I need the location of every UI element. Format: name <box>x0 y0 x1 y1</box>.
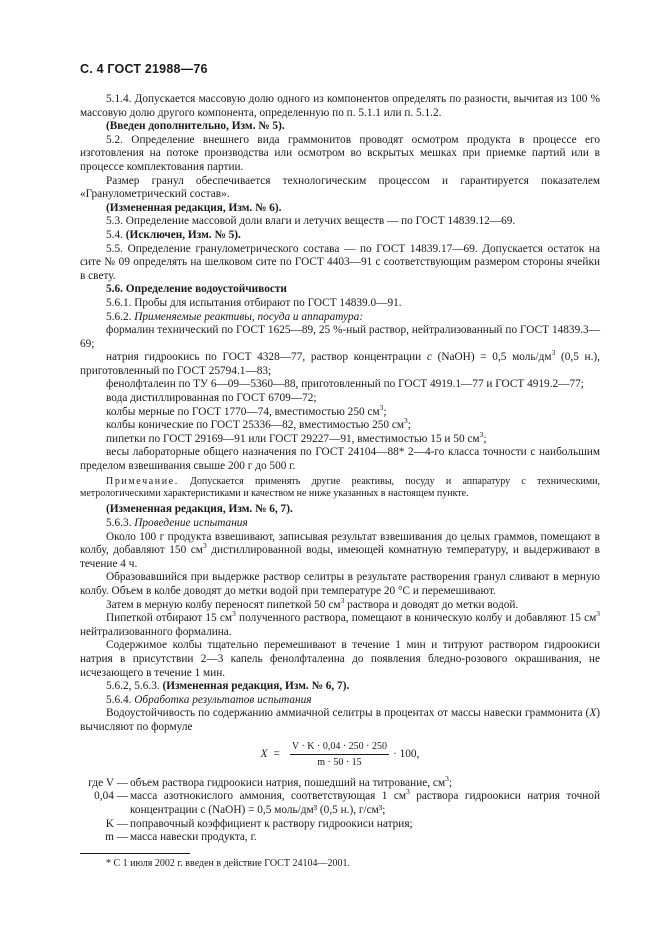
formula-equals: = <box>273 747 280 760</box>
definition-row <box>80 831 600 845</box>
test-step-5: Содержимое колбы тщательно перемешивают в течение 1 мин и титруют раствором гидроокиси натрия в присутствии 2—3 капель фенолфталеина до появления бледно-розового окрашивания, не исчезающего в течение 1 мин. <box>80 639 600 679</box>
note-text: Допускается применять другие реактивы, посуду и аппаратуру с техническими, метрологическими характеристиками и качеством не ниже указанных в настоящем пункте. <box>80 475 600 500</box>
clause-5-5: 5.5. Определение гранулометрического состава — по ГОСТ 14839.17—69. Допускается остаток на сите № 09 определять на шелковом сите по ГОСТ 4403—91 с соответствующим размером стороны ячейки в свету. <box>80 242 600 282</box>
superscript: 3 <box>479 430 484 440</box>
page-header: С. 4 ГОСТ 21988—76 <box>80 62 208 76</box>
reagent-text: (0,5 н.), приготовленный по ГОСТ 25794.1—83; <box>80 351 601 377</box>
section-heading-5-6: 5.6. Определение водоустойчивости <box>106 283 287 296</box>
equipment-text: пипетки по ГОСТ 29169—91 или ГОСТ 29227—91, вместимостью 15 и 50 см <box>106 432 480 445</box>
formula-tail: · 100, <box>393 747 420 760</box>
amendment-note: (Измененная редакция, Изм. № 6, 7). <box>106 503 293 516</box>
subsection-title: Применяемые реактивы, посуда и аппаратура: <box>134 310 364 323</box>
document-body <box>80 93 600 870</box>
step-text: Затем в мерную колбу переносят пипеткой 50 см <box>106 598 341 611</box>
equipment-volumetric-flasks <box>80 402 600 420</box>
formula-numerator: V · K · 0,04 · 250 · 250 <box>290 740 389 756</box>
punctuation: ; <box>407 419 411 432</box>
equipment-text: колбы конические по ГОСТ 25336—82, вместимостью 250 см <box>106 419 404 432</box>
amendment-note: (Измененная редакция, Изм. № 6, 7). <box>162 680 350 693</box>
step-text: Пипеткой отбирают 15 см <box>106 612 233 625</box>
reagent-formalin: формалин технический по ГОСТ 1625—89, 25 %-ный раствор, нейтрализованный по ГОСТ 14839.3—69; <box>80 324 600 350</box>
clause-revision <box>80 680 600 694</box>
formula-fraction <box>290 740 389 770</box>
superscript: 3 <box>202 541 207 551</box>
equipment-pipettes <box>80 430 600 447</box>
definition-text <box>130 773 600 791</box>
step-text: Около 100 г продукта взвешивают, записывая результат взвешивания до целых граммов, помещают в колбу, добавляют 150 см <box>80 530 600 557</box>
definition-row <box>80 777 600 791</box>
superscript: 3 <box>596 609 600 619</box>
clause-5-6-2 <box>80 311 600 325</box>
punctuation: ; <box>483 432 487 445</box>
clause-number: 5.4. <box>106 228 123 241</box>
test-step-3 <box>80 595 600 613</box>
clause-5-6-3 <box>80 517 600 531</box>
calc-text: Водоустойчивость по содержанию аммиачной селитры в процентах от массы навески граммонита ( <box>106 707 590 720</box>
superscript: 3 <box>551 348 556 358</box>
superscript: 3 <box>340 595 345 605</box>
definition-body: масса азотнокислого аммония, соответствующая 1 см <box>130 790 407 803</box>
definition-row <box>80 790 600 817</box>
clause-number: 5.6.3. <box>106 517 132 530</box>
amendment-note: (Введен дополнительно, Изм. № 5). <box>106 120 285 133</box>
equipment-scales: весы лабораторные общего назначения по ГОСТ 24104—88* 2—4-го класса точности с наибольшим пределом взвешивания свыше 200 г до 500 г. <box>80 446 600 473</box>
subsection-title: Проведение испытания <box>134 517 248 530</box>
calc-text: ) вычисляют по формуле <box>80 707 600 733</box>
reagent-phenolphthalein: фенолфталеин по ТУ 6—09—5360—88, приготовленный по ГОСТ 4919.1—77 и ГОСТ 4919.2—77; <box>106 378 584 391</box>
step-text: дистиллированной воды, имеющей комнатную температуру, и выдерживают в течение 4 ч. <box>80 544 600 570</box>
clause-number: 5.6.2, 5.6.3. <box>106 680 160 693</box>
clause-5-2: 5.2. Определение внешнего вида граммонитов проводят осмотром продукта в процессе его изготовления на потоке производства или осмотром во вскрытых мешках при приемке партий или в процессе комплектования партии. <box>80 133 600 173</box>
step-text: нейтрализованного формалина. <box>80 625 232 638</box>
superscript: 3 <box>445 773 449 783</box>
step-text: раствора и доводят до метки водой. <box>347 598 519 611</box>
clause-number: 5.6.2. <box>106 310 132 323</box>
granule-size-paragraph: Размер гранул обеспечивается технологическим процессом и гарантируется показателем «Гранулометрический состав». <box>80 174 600 201</box>
definition-body: раствора гидроокиси натрия точной концентрации c (NaOH) = 0,5 моль/дм³ (0,5 н.), г/см³; <box>130 790 600 816</box>
clause-5-6-4 <box>80 694 600 708</box>
definition-symbol: где V — <box>88 776 128 789</box>
definition-symbol: m — <box>105 831 128 844</box>
footnote: * С 1 июля 2002 г. введен в действие ГОСТ 24104—2001. <box>106 857 350 869</box>
superscript: 3 <box>379 402 384 412</box>
step-text: полученного раствора, помещают в коническую колбу и добавляют 15 см <box>239 612 597 625</box>
clause-5-3: 5.3. Определение массовой доли влаги и летучих веществ — по ГОСТ 14839.12—69. <box>106 215 516 228</box>
definition-text <box>130 787 600 817</box>
test-step-2: Образовавшийся при выдержке раствор селитры в результате растворения гранул сливают в мерную колбу. Объем в колбе доводят до метки водой при температуре 20 °С и перемешивают. <box>80 571 600 597</box>
footnote-divider <box>80 853 190 854</box>
formula-lhs: X <box>260 747 268 760</box>
amendment-note: (Измененная редакция, Изм. № 6). <box>106 201 282 214</box>
test-step-1 <box>80 531 600 572</box>
reagent-text: (NaOH) = 0,5 моль/дм <box>437 351 552 364</box>
superscript: 3 <box>404 416 408 426</box>
superscript: 3 <box>232 609 236 619</box>
clause-5-1-4: 5.1.4. Допускается массовую долю одного из компонентов определять по разности, вычитая из 100 % массовую долю другого компонента, определенную по п. 5.1.1 или п. 5.1.2. <box>80 93 600 119</box>
superscript: 3 <box>406 787 410 797</box>
clause-5-4 <box>80 229 600 243</box>
subsection-title: Обработка результатов испытания <box>134 693 312 706</box>
calculation-intro <box>80 707 600 734</box>
punctuation: ; <box>448 776 452 789</box>
definition-body: объем раствора гидроокиси натрия, пошедший на титрование, см <box>130 776 446 789</box>
clause-number: 5.6.4. <box>106 693 132 706</box>
reagent-water: вода дистиллированная по ГОСТ 6709—72; <box>106 392 317 405</box>
definition-row <box>80 818 600 832</box>
note <box>80 476 600 501</box>
punctuation: ; <box>383 405 387 418</box>
definition-symbol: 0,04 — <box>94 790 128 803</box>
equipment-text: колбы мерные по ГОСТ 1770—74, вместимостью 250 см <box>106 405 380 418</box>
variable-x: X <box>589 707 597 720</box>
definition-text: масса навески продукта, г. <box>130 831 257 844</box>
formula <box>80 740 600 770</box>
definition-text: поправочный коэффициент к раствору гидроокиси натрия; <box>130 817 413 830</box>
definitions-table <box>80 773 600 845</box>
equipment-conical-flasks <box>80 416 600 433</box>
note-label: Примечание. <box>106 475 179 487</box>
definition-symbol: K — <box>105 817 128 830</box>
clause-5-6-1: 5.6.1. Пробы для испытания отбирают по ГОСТ 14839.0—91. <box>106 296 402 309</box>
reagent-naoh <box>80 348 601 378</box>
formula-denominator: m · 50 · 15 <box>317 757 362 769</box>
concentration-symbol: c <box>426 351 432 364</box>
amendment-note: (Исключен, Изм. № 5). <box>125 228 241 241</box>
test-step-4 <box>80 609 600 639</box>
reagent-text: натрия гидроокись по ГОСТ 4328—77, раствор концентрации <box>106 351 422 364</box>
